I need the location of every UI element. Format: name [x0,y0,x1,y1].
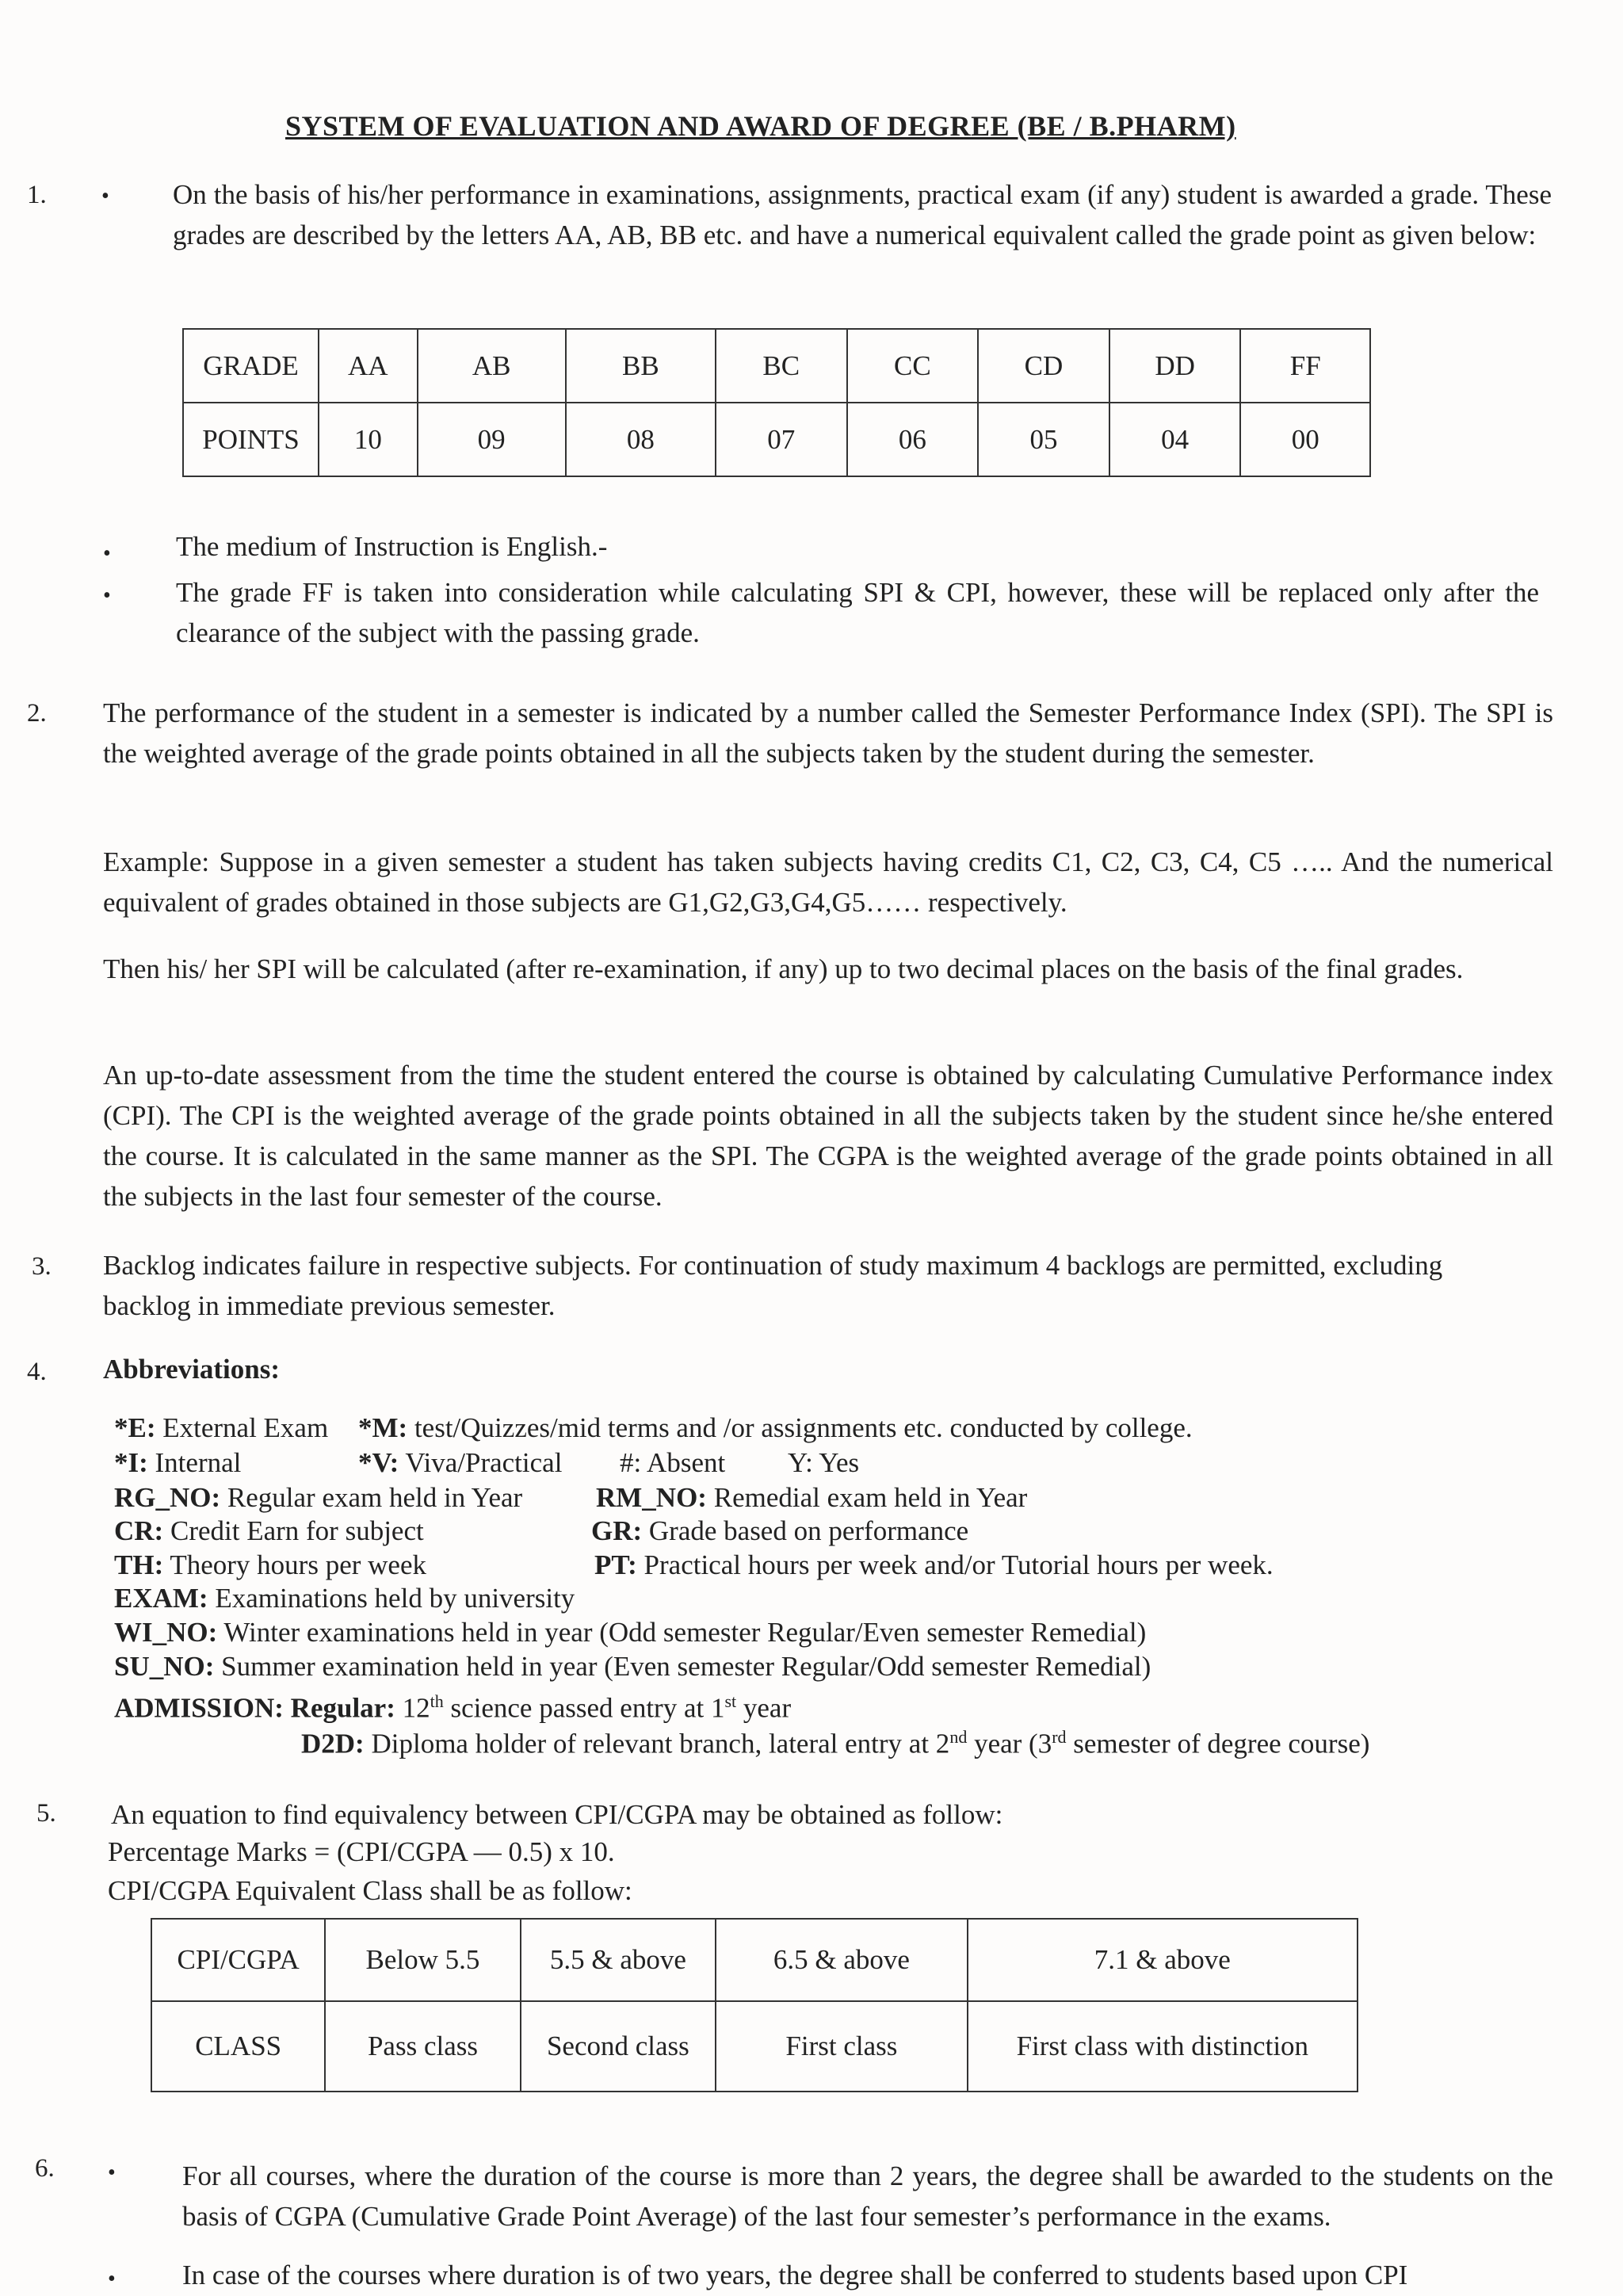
abbr-line: GR: Grade based on performance [591,1515,969,1546]
section-1-intro: On the basis of his/her performance in examinations, assignments, practical exam (if any) student is awarded a grade. These grades are described by the letters AA, AB, BB etc. and have a numerical equivalent called the grade point as given below: [173,179,1552,250]
two-year-degree-text: In case of the courses where duration is of two years, the degree shall be conferred to students based upon CPI [182,2260,1408,2290]
class-header-cell: Below 5.5 [325,1919,520,2001]
points-cell: 04 [1109,403,1241,476]
spi-example: Example: Suppose in a given semester a student has taken subjects having credits C1, C2, C3, C4, C5 ….. And the numerical equivalent of grades obtained in those subjects are G1,G2,G3,G4,G5…… respectively. [103,846,1553,918]
grade-cell: AB [418,329,566,403]
abbr-line: D2D: Diploma holder of relevant branch, lateral entry at 2nd year (3rd semester of degree course) [301,1727,1370,1759]
points-cell: 05 [978,403,1109,476]
class-header-cell: 6.5 & above [716,1919,968,2001]
points-cell: 09 [418,403,566,476]
bullet-mark: • [103,541,111,566]
abbr-line: *M: test/Quizzes/mid terms and /or assignments etc. conducted by college. [358,1412,1193,1443]
equivalency-text: An equation to find equivalency between CPI/CGPA may be obtained as follow: [111,1799,1003,1830]
spi-definition: The performance of the student in a semester is indicated by a number called the Semester Performance Index (SPI). The SPI is the weighted average of the grade points obtained in all the subjects taken by the student during the semester. [103,697,1553,769]
grade-table [182,328,1371,477]
class-row-cell: CLASS [151,2001,325,2092]
abbr-line: PT: Practical hours per week and/or Tutorial hours per week. [594,1549,1274,1580]
abbr-line: RM_NO: Remedial exam held in Year [596,1482,1028,1513]
abbr-line: #: Absent [620,1447,726,1478]
class-row-cell: Second class [521,2001,716,2092]
abbr-line: CR: Credit Earn for subject [114,1515,424,1546]
points-cell: 00 [1240,403,1370,476]
cpi-definition: An up-to-date assessment from the time the student entered the course is obtained by calculating Cumulative Performance index (CPI). The CPI is the weighted average of the grade points obtained in all the subjects taken by the student since he/she entered the course. It is calculated in the same manner as the SPI. The CGPA is the weighted average of the grade points obtained in all the subjects in the last four semester of the course. [103,1060,1553,1212]
abbr-line: *I: Internal [114,1447,242,1478]
abbr-line: EXAM: Examinations held by university [114,1583,575,1614]
points-cell: 08 [566,403,716,476]
points-cell: 07 [716,403,847,476]
grade-cell: DD [1109,329,1241,403]
points-cell: 06 [847,403,979,476]
bullet-mark: • [103,583,111,608]
class-table [151,1918,1358,2092]
abbr-line: SU_NO: Summer examination held in year (Even semester Regular/Odd semester Remedial) [114,1651,1151,1682]
bullet-mark: • [108,2160,116,2185]
grade-cell: CD [978,329,1109,403]
abbreviations-heading: Abbreviations: [103,1354,280,1385]
page-title: SYSTEM OF EVALUATION AND AWARD OF DEGREE (BE / B.PHARM) [285,110,1236,142]
spi-calculation: Then his/ her SPI will be calculated (after re-examination, if any) up to two decimal places on the basis of the final grades. [103,953,1464,984]
section-number: 1. [27,181,47,209]
grade-ff-text: The grade FF is taken into consideration while calculating SPI & CPI, however, these will be replaced only after the clearance of the subject with the passing grade. [176,577,1539,648]
abbr-line: *V: Viva/Practical [358,1447,563,1478]
percentage-formula: Percentage Marks = (CPI/CGPA — 0.5) x 10. [108,1836,615,1867]
abbr-line: WI_NO: Winter examinations held in year (Odd semester Regular/Even semester Remedial) [114,1617,1147,1648]
section-number: 3. [32,1252,52,1281]
abbr-line: TH: Theory hours per week [114,1549,426,1580]
class-intro: CPI/CGPA Equivalent Class shall be as follow: [108,1875,632,1906]
abbr-line: ADMISSION: Regular: 12th science passed entry at 1st year [114,1691,792,1724]
class-header-cell: 7.1 & above [968,1919,1358,2001]
grade-cell: FF [1240,329,1370,403]
abbr-line: *E: External Exam [114,1412,329,1443]
grade-cell: BB [566,329,716,403]
class-row-cell: Pass class [325,2001,520,2092]
grade-cell: AA [319,329,418,403]
class-header-cell: CPI/CGPA [151,1919,325,2001]
cgpa-degree-text: For all courses, where the duration of the course is more than 2 years, the degree shall be awarded to the students on the basis of CGPA (Cumulative Grade Point Average) of the last four semester’s performance in the exams. [182,2160,1553,2232]
class-header-cell: 5.5 & above [521,1919,716,2001]
bullet-mark: • [101,184,109,208]
grade-row-label: GRADE [183,329,319,403]
bullet-mark: • [108,2267,116,2291]
section-number: 4. [27,1358,47,1386]
section-number: 2. [27,699,47,728]
points-row-label: POINTS [183,403,319,476]
section-number: 5. [36,1799,56,1828]
section-number: 6. [35,2154,55,2183]
abbr-line: RG_NO: Regular exam held in Year [114,1482,523,1513]
points-cell: 10 [319,403,418,476]
backlog-text: Backlog indicates failure in respective subjects. For continuation of study maximum 4 backlogs are permitted, excluding backlog in immediate previous semester. [103,1250,1443,1321]
class-row-cell: First class [716,2001,968,2092]
medium-instruction-text: The medium of Instruction is English.- [176,531,608,562]
class-row-cell: First class with distinction [968,2001,1358,2092]
grade-cell: BC [716,329,847,403]
abbr-line: Y: Yes [788,1447,860,1478]
grade-cell: CC [847,329,979,403]
